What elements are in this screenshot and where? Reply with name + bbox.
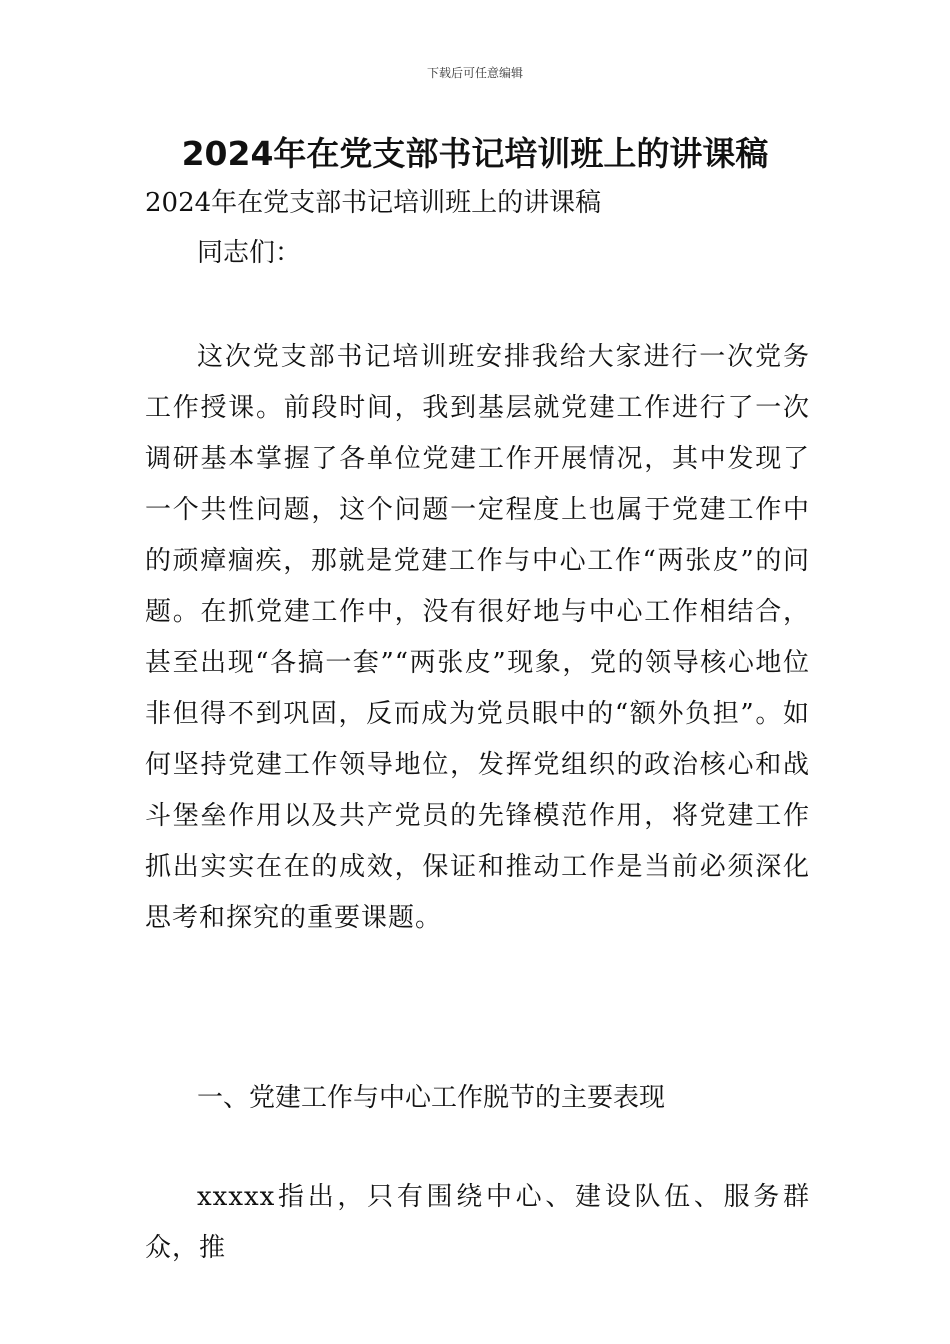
body-paragraph: xxxxx指出，只有围绕中心、建设队伍、服务群众，推	[145, 1182, 810, 1263]
document-title: 2024年在党支部书记培训班上的讲课稿	[181, 134, 769, 173]
salutation: 同志们：	[197, 238, 302, 268]
document-subtitle: 2024年在党支部书记培训班上的讲课稿	[145, 188, 602, 218]
intro-paragraph: 这次党支部书记培训班安排我给大家进行一次党务工作授课。前段时间，我到基层就党建工作进行了一次调研基本掌握了各单位党建工作开展情况，其中发现了一个共性问题，这个问题一定程度上也属于党建工作中的顽瘴痼疾，那就是党建工作与中心工作“两张皮”的问题。在抓党建工作中，没有很好地与中心工作相结合，甚至出现“各搞一套”“两张皮”现象，党的领导核心地位非但得不到巩固，反而成为党员眼中的“额外负担”。如何坚持党建工作领导地位，发挥党组织的政治核心和战斗堡垒作用以及共产党员的先锋模范作用，将党建工作抓出实实在在的成效，保证和推动工作是当前必须深化思考和探究的重要课题。	[145, 342, 810, 933]
section-heading: 一、党建工作与中心工作脱节的主要表现	[197, 1083, 666, 1113]
header-note: 下载后可任意编辑	[426, 66, 523, 80]
